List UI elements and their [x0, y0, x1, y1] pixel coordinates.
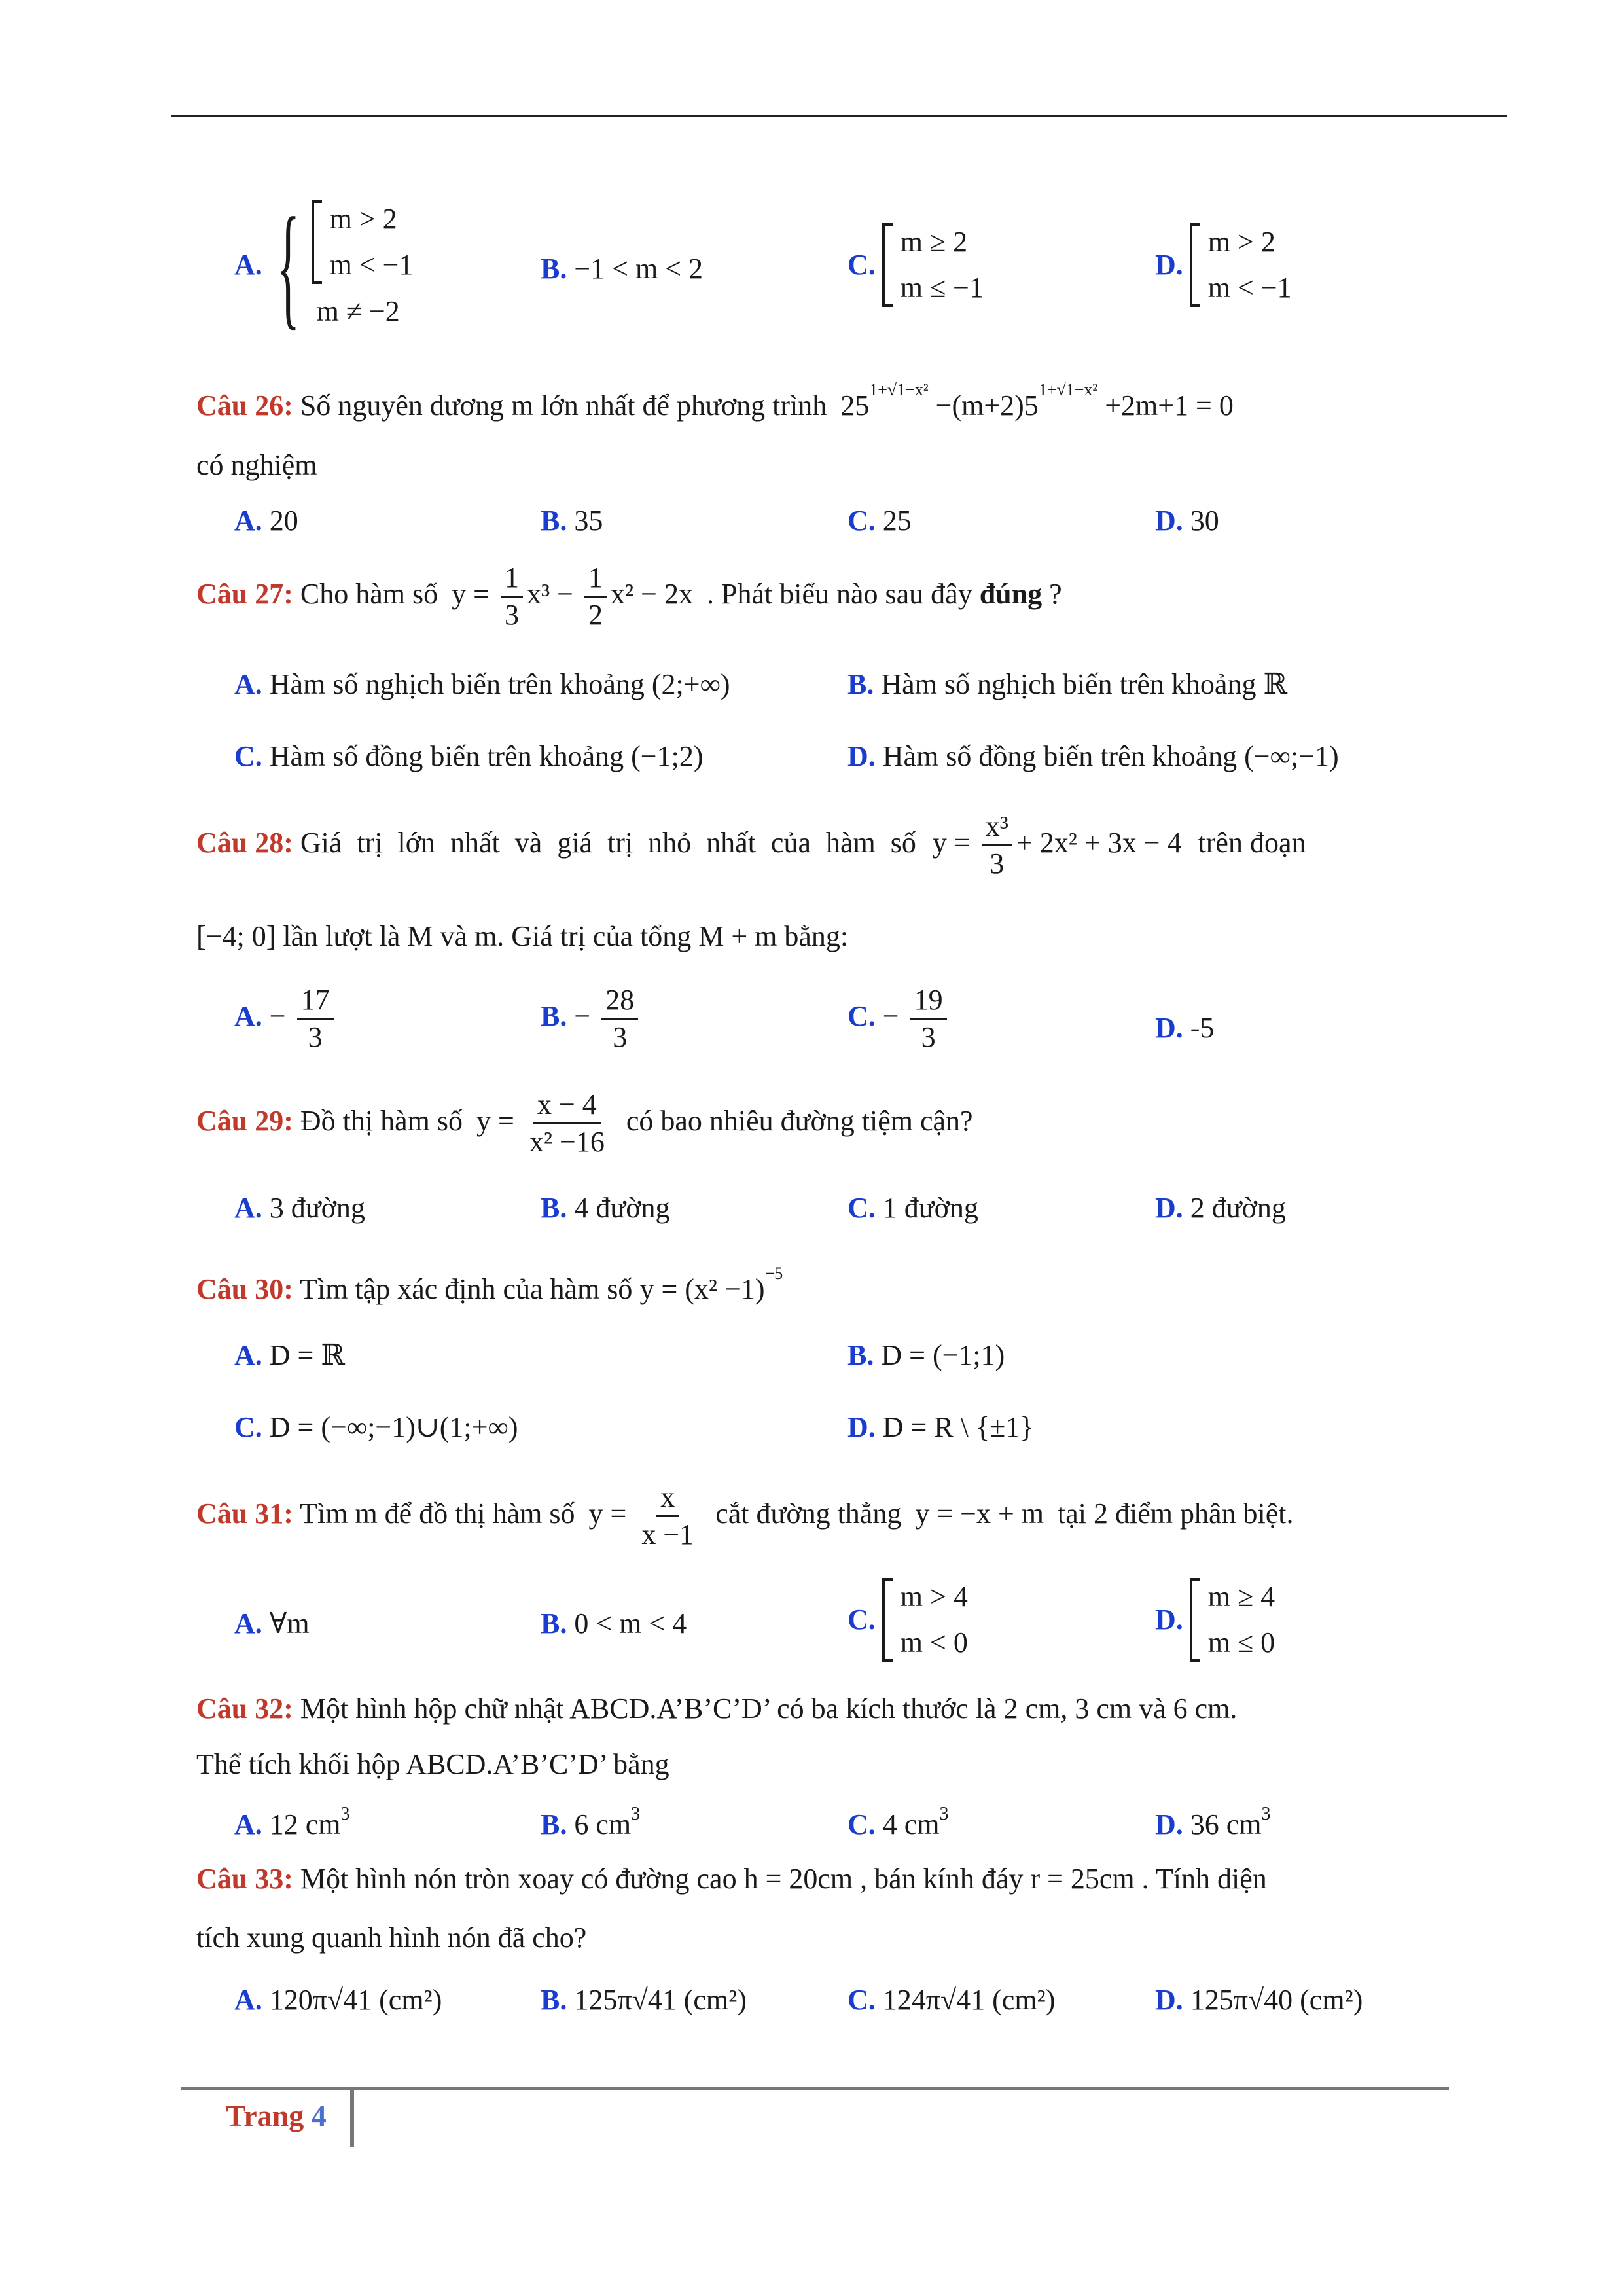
question-33: Câu 33: Một hình nón tròn xoay có đường cao h = 20cm , bán kính đáy r = 25cm . Tính diện	[196, 1863, 1267, 1895]
q27-option-c: C. Hàm số đồng biến trên khoảng (−1;2)	[234, 740, 704, 772]
q27-option-b: B. Hàm số nghịch biến trên khoảng ℝ	[847, 668, 1288, 700]
q27-option-d: D. Hàm số đồng biến trên khoảng (−∞;−1)	[847, 740, 1339, 772]
fraction: $\frac{19}{3}$	[910, 985, 947, 1052]
q31-option-c: C. m > 4 m < 0	[847, 1574, 968, 1666]
q29-option-c: C. 1 đường	[847, 1192, 978, 1224]
q26-option-c: C. 25	[847, 505, 912, 537]
q29-option-b: B. 4 đường	[541, 1192, 670, 1224]
q32-option-c: C. 4 $cm^3$	[847, 1804, 949, 1840]
q26-option-a: A. 20	[234, 505, 298, 537]
q32-option-b: B. 6 $cm^3$	[541, 1804, 641, 1840]
q26-equation: $25^{1+√1-x^2} -(m+2)5^{1+√1-x^2} +2m+1 = 0$	[840, 380, 1234, 422]
page-number: Trang 4	[226, 2099, 327, 2132]
footer-divider	[350, 2090, 354, 2147]
q30-option-b: B. D = (−1;1)	[847, 1339, 1005, 1371]
q25-option-d: D. m > 2 m < −1	[1155, 219, 1292, 312]
q32-option-a: A. 12 $cm^3$	[234, 1804, 350, 1840]
fraction: $\frac{1}{3}$	[501, 563, 523, 630]
q29-option-a: A. 3 đường	[234, 1192, 365, 1224]
header-rule	[171, 115, 1507, 117]
q31-option-d: D. m ≥ 4 m ≤ 0	[1155, 1574, 1275, 1666]
question-26-line2: có nghiệm	[196, 449, 317, 481]
footer-rule	[181, 2087, 1449, 2090]
q33-option-d: D. 125π√40 (cm²)	[1155, 1984, 1363, 2016]
q33-option-a: A. 120π√41 (cm²)	[234, 1984, 442, 2016]
q33-option-b: B. 125π√41 (cm²)	[541, 1984, 747, 2016]
bracket	[882, 223, 893, 307]
question-28-line2: [−4; 0] lần lượt là M và m. Giá trị của tổng M + m bằng:	[196, 920, 849, 952]
question-32-line2: Thể tích khối hộp ABCD.A’B’C’D’ bằng	[196, 1748, 669, 1780]
fraction: $\frac{17}{3}$	[297, 985, 334, 1052]
q25-option-c: C. m ≥ 2 m ≤ −1	[847, 219, 984, 312]
q26-option-b: B. 35	[541, 505, 603, 537]
q31-option-b: B. 0 < m < 4	[541, 1607, 687, 1640]
question-27: Câu 27: Cho hàm số y = $\frac{1}{3}$ x³ − $\frac{1}{2}$ x² − 2x . Phát biểu nào sau đây đúng ?	[196, 562, 1062, 632]
fraction: $\frac{\text{x³}}{3}$	[982, 812, 1012, 879]
question-29: Câu 29: Đồ thị hàm số y = $\frac{x - 4}{\text{x² −16}}$ có bao nhiêu đường tiệm cận?	[196, 1088, 973, 1158]
q30-option-d: D. D = R \ {±1}	[847, 1411, 1034, 1443]
fraction: $\frac{28}{3}$	[601, 985, 638, 1052]
q33-option-c: C. 124π√41 (cm²)	[847, 1984, 1056, 2016]
q26-option-d: D. 30	[1155, 505, 1219, 537]
q30-option-a: A. D = ℝ	[234, 1339, 345, 1371]
question-28: Câu 28: Giá trị lớn nhất và giá trị nhỏ nhất của hàm số y = $\frac{\text{x³}}{3}$ + 2x² + 3x − 4 trên đoạn	[196, 810, 1306, 880]
fraction: $\frac{x - 4}{\text{x² −16}}$	[529, 1088, 605, 1158]
q31-option-a: A. ∀m	[234, 1607, 310, 1640]
question-31: Câu 31: Tìm m để đồ thị hàm số y = $\frac{x}{x -1}$ cắt đường thẳng y = −x + m tại 2 điểm phân biệt.	[196, 1481, 1294, 1551]
bracket	[1190, 1578, 1200, 1662]
q30-option-c: C. D = (−∞;−1)∪(1;+∞)	[234, 1411, 518, 1443]
q28-option-d: D. -5	[1155, 1012, 1215, 1044]
curly-brace: {	[276, 189, 300, 342]
fraction: $\frac{x}{x -1}$	[641, 1481, 694, 1551]
question-32: Câu 32: Một hình hộp chữ nhật ABCD.A’B’C’D’ có ba kích thước là 2 cm, 3 cm và 6 cm.	[196, 1693, 1238, 1725]
bracket	[1190, 223, 1200, 307]
q29-option-d: D. 2 đường	[1155, 1192, 1286, 1224]
q28-option-c: C. − $\frac{19}{3}$	[847, 985, 951, 1052]
bracket	[312, 200, 322, 284]
q28-option-b: B. − $\frac{28}{3}$	[541, 985, 642, 1052]
q25-option-b: B. −1 < m < 2	[541, 253, 704, 285]
question-26: Câu 26: Số nguyên dương m lớn nhất để phương trình $25^{1+√1-x^2} -(m+2)5^{1+√1-x^2} +2m+1 = 0$	[196, 380, 1234, 422]
question-33-line2: tích xung quanh hình nón đã cho?	[196, 1922, 587, 1954]
fraction: $\frac{1}{2}$	[584, 563, 607, 630]
bracket	[882, 1578, 893, 1662]
q25-option-a: A. { m > 2 m < −1 m ≠ −2	[234, 189, 414, 342]
q27-option-a: A. Hàm số nghịch biến trên khoảng (2;+∞)	[234, 668, 730, 700]
q28-option-a: A. − $\frac{17}{3}$	[234, 985, 338, 1052]
question-30: Câu 30: Tìm tập xác định của hàm số $y = (x^2 -1)^{-5}$	[196, 1264, 783, 1305]
q32-option-d: D. 36 $cm^3$	[1155, 1804, 1271, 1840]
